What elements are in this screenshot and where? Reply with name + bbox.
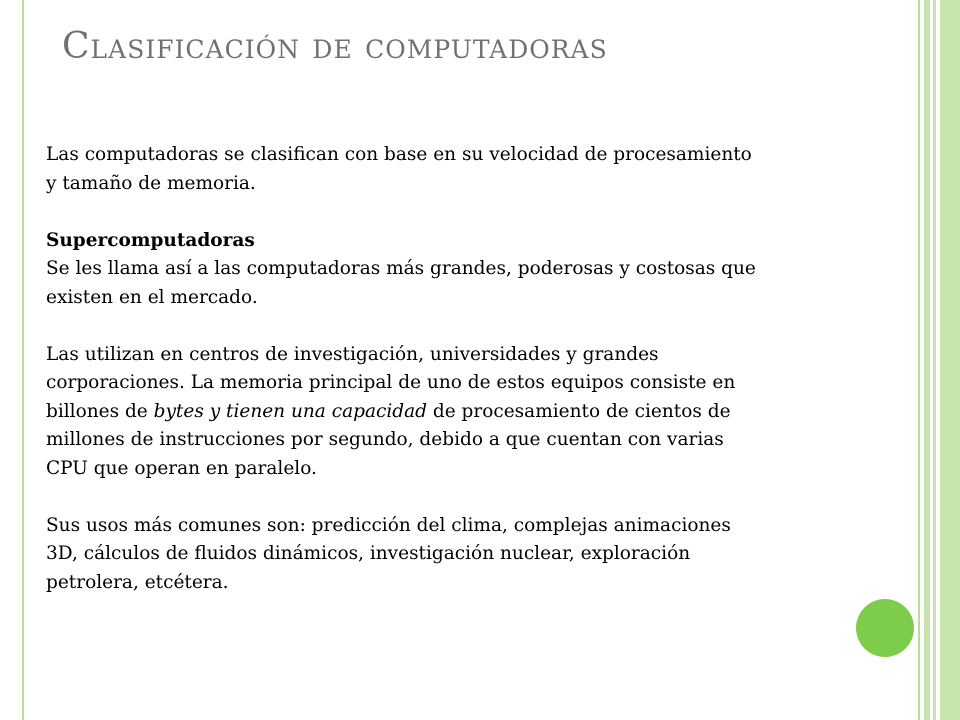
- paragraph-line: Sus usos más comunes son: predicción del clima, complejas animaciones: [46, 514, 731, 536]
- paragraph-gap: [46, 312, 886, 341]
- paragraph-gap: [46, 483, 886, 512]
- decorative-green-circle: [856, 599, 914, 657]
- right-decor-stripe: [933, 0, 936, 720]
- paragraph-line: CPU que operan en paralelo.: [46, 457, 317, 479]
- left-border-line: [22, 0, 24, 720]
- intro-line: Las computadoras se clasifican con base en su velocidad de procesamiento: [46, 144, 752, 165]
- paragraph-line: Se les llama así a las computadoras más grandes, poderosas y costosas que: [46, 258, 756, 279]
- section-heading: Supercomputadoras: [46, 229, 255, 251]
- text-run: billones de: [46, 400, 154, 422]
- paragraph-line: existen en el mercado.: [46, 286, 258, 308]
- paragraph-line: petrolera, etcétera.: [46, 571, 229, 593]
- text-run: de procesamiento de cientos de: [426, 400, 731, 422]
- paragraph-line: millones de instrucciones por segundo, debido a que cuentan con varias: [46, 429, 724, 450]
- paragraph-line: Las utilizan en centros de investigación, universidades y grandes: [46, 343, 659, 365]
- intro-line: y tamaño de memoria.: [46, 172, 256, 194]
- slide-title: Clasificación de computadoras: [62, 26, 608, 67]
- right-decor-stripe: [918, 0, 920, 720]
- italic-text-run: bytes y tienen una capacidad: [153, 400, 427, 422]
- slide-body: [46, 141, 886, 597]
- paragraph-line: corporaciones. La memoria principal de uno de estos equipos consiste en: [46, 372, 736, 393]
- right-decor-band: [940, 0, 960, 720]
- right-decor-stripe: [924, 0, 930, 720]
- paragraph-gap: [46, 198, 886, 227]
- paragraph-line: [46, 398, 886, 427]
- paragraph-line: 3D, cálculos de fluidos dinámicos, investigación nuclear, exploración: [46, 543, 691, 564]
